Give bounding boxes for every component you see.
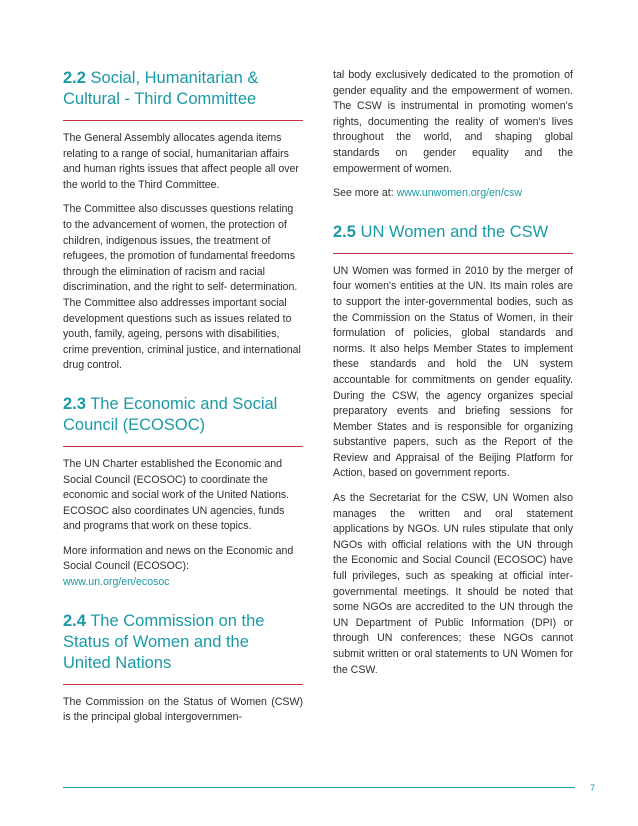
paragraph-text: See more at: xyxy=(333,187,397,200)
section-2-3-heading xyxy=(63,394,303,436)
heading-text: The Commission on the xyxy=(85,611,265,630)
paragraph: As the Secretariat for the CSW, UN Women also manages the written and oral statement applications by NGOs. UN rules stipulate that only NGOs with official relations with the UN through the Economic and Social Council (ECOSOC) have full privileges, such as speaking at official inter-governmental meetings. It should be noted that some NGOs are accredited to the UN through the UN Department of Public Information (DPI) or through UN conferences; these NGOs cannot submit written or oral statements to UN Women for the CSW. xyxy=(333,492,573,676)
paragraph: tal body exclusively dedicated to the promotion of gender equality and the empowerment of women. The CSW is instrumental in promoting women's rights, documenting the reality of women's lives throughout the world, and shaping global standards on gender equality and the empowerment of women. xyxy=(333,69,573,175)
section-number: 2.4 xyxy=(63,611,86,630)
right-column xyxy=(333,68,573,687)
heading-text: The Economic and Social xyxy=(85,394,278,413)
paragraph: The Committee also discusses questions relating to the advancement of women, the protection of children, indigenous issues, the treatment of refugees, the promotion of fundamental freedoms through the elimination of racism and racial discrimination, and the right to self- determination. The Committee also addresses important social development questions such as issues related to youth, family, ageing, persons with disabilities, crime prevention, criminal justice, and international drug control. xyxy=(63,203,301,372)
unwomen-csw-link[interactable]: www.unwomen.org/en/csw xyxy=(396,187,523,200)
section-2-5-heading xyxy=(333,222,573,243)
paragraph-text: More information and news on the Economic and Social Council (ECOSOC): xyxy=(63,544,294,573)
heading-text: Cultural - Third Committee xyxy=(63,90,257,108)
heading-text: Status of Women and the xyxy=(63,632,249,651)
section-2-4-heading xyxy=(63,611,303,674)
left-column xyxy=(63,68,303,735)
footer-divider xyxy=(63,787,575,788)
section-divider xyxy=(63,684,303,685)
section-divider xyxy=(63,446,303,447)
paragraph: UN Women was formed in 2010 by the merger of four women's entities at the UN. Its main roles are to support the inter-governmental bodies, such as the Commission on the Status of Women, in their formulation of policies, global standards and norms. It also helps Member States to implement these standards and hold the UN system accountable for commitments on gender equality. During the CSW, the agency organizes special preparatory events and briefing sessions for Member States and is responsible for organizing substantive papers, such as the Report of the Review and Appraisal of the Beijing Platform for Action, based on government reports. xyxy=(333,264,573,480)
paragraph xyxy=(63,544,303,591)
paragraph: The Commission on the Status of Women (CSW) is the principal global intergovernmen- xyxy=(63,695,303,724)
heading-text: Council (ECOSOC) xyxy=(63,415,206,434)
section-number: 2.2 xyxy=(63,69,86,87)
paragraph: The UN Charter established the Economic and Social Council (ECOSOC) to coordinate the economic and social work of the United Nations. ECOSOC also coordinates UN agencies, funds and programs that work on these topics. xyxy=(63,457,290,533)
page-number: 7 xyxy=(590,783,596,793)
ecosoc-link[interactable]: www.un.org/en/ecosoc xyxy=(63,576,170,589)
paragraph xyxy=(333,186,573,202)
heading-text: United Nations xyxy=(63,653,172,672)
paragraph: The General Assembly allocates agenda items relating to a range of social, humanitarian affairs and human rights issues that affect people all over the world to the Third Committee. xyxy=(63,132,299,191)
section-divider xyxy=(333,253,573,254)
section-divider xyxy=(63,120,303,121)
heading-text: Social, Humanitarian & xyxy=(85,69,259,87)
heading-text: UN Women and the CSW xyxy=(355,222,549,241)
section-number: 2.3 xyxy=(63,394,86,413)
section-number: 2.5 xyxy=(333,222,356,241)
section-2-2-heading xyxy=(63,68,303,110)
